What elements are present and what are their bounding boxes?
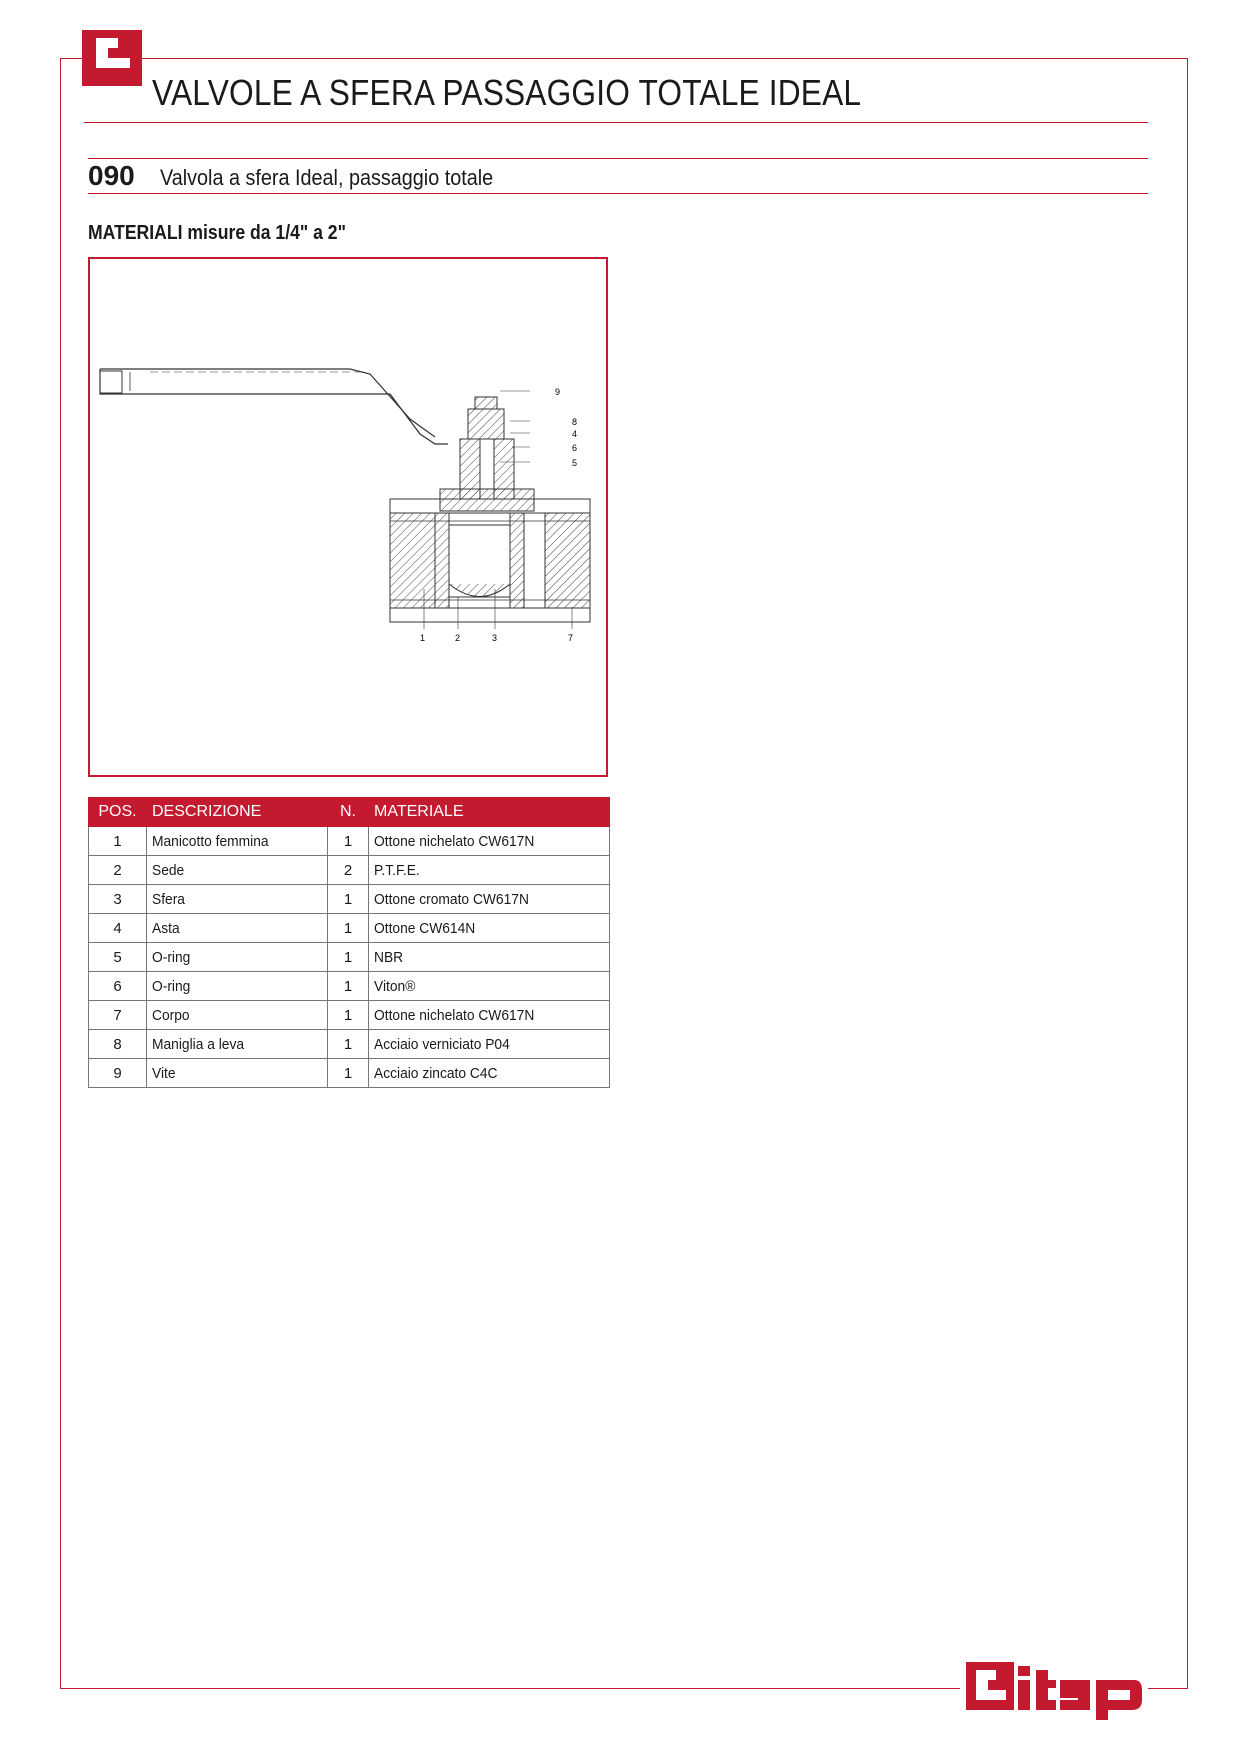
description-text: Vite [152,1064,176,1082]
section-code: 090 [88,160,135,191]
title-divider [84,122,1148,123]
cell-pos: 8 [89,1030,147,1059]
material-text: Acciaio verniciato P04 [374,1035,510,1053]
callout-2: 2 [455,633,461,643]
cell-material [369,914,610,943]
cell-pos: 7 [89,1001,147,1030]
cell-material [369,1030,610,1059]
valve-drawing [88,257,608,777]
callout-5: 5 [572,458,578,468]
cell-qty: 1 [328,972,369,1001]
cell-pos: 3 [89,885,147,914]
cell-qty: 1 [328,1030,369,1059]
cell-description [147,856,328,885]
material-text: Ottone nichelato CW617N [374,1006,535,1024]
cell-qty: 1 [328,1001,369,1030]
table-row [89,943,610,972]
table-row [89,885,610,914]
cell-pos: 9 [89,1059,147,1088]
callout-7: 7 [568,633,574,643]
table-row [89,1001,610,1030]
cell-pos: 2 [89,856,147,885]
table-row [89,856,610,885]
cell-qty: 1 [328,885,369,914]
cell-material [369,856,610,885]
description-text: Maniglia a leva [152,1035,245,1053]
material-text: Ottone CW614N [374,919,476,937]
table-row [89,1030,610,1059]
callout-3: 3 [492,633,498,643]
table-row [89,914,610,943]
cell-qty: 1 [328,914,369,943]
cell-pos: 4 [89,914,147,943]
callout-8: 8 [572,417,578,427]
cell-description [147,827,328,856]
material-text: Ottone nichelato CW617N [374,832,535,850]
material-text: Viton® [374,977,416,995]
cell-material [369,1001,610,1030]
frame-border-left [60,58,61,1688]
cell-qty: 1 [328,1059,369,1088]
description-text: O-ring [152,948,191,966]
material-text: Ottone cromato CW617N [374,890,529,908]
cell-material [369,972,610,1001]
description-text: Sfera [152,890,185,908]
description-text: Sede [152,861,185,879]
cell-description [147,972,328,1001]
cell-pos: 1 [89,827,147,856]
table-header-row [89,798,610,827]
description-text: Corpo [152,1006,190,1024]
page-title: VALVOLE A SFERA PASSAGGIO TOTALE IDEAL [152,72,862,113]
header-qty: N. [328,798,369,827]
cell-description [147,885,328,914]
cell-material [369,943,610,972]
header-material: MATERIALE [369,798,610,827]
frame-border-bottom [60,1688,960,1689]
header-pos: POS. [89,798,147,827]
cell-description [147,1030,328,1059]
materials-table [88,797,610,1088]
valve-cross-section-diagram [90,259,610,779]
frame-border-right [1187,58,1188,1688]
section-divider-bottom [88,193,1148,194]
cell-qty: 1 [328,943,369,972]
material-text: P.T.F.E. [374,861,420,879]
section-divider-top [88,158,1148,159]
callout-4: 4 [572,429,578,439]
callout-1: 1 [420,633,426,643]
cell-material [369,885,610,914]
cell-pos: 5 [89,943,147,972]
material-text: Acciaio zincato C4C [374,1064,498,1082]
table-row [89,1059,610,1088]
cell-description [147,914,328,943]
cell-material [369,827,610,856]
itap-logo-icon [966,1656,1146,1727]
materials-subheading: MATERIALI misure da 1/4" a 2" [88,222,346,244]
callout-9: 9 [555,387,561,397]
table-row [89,827,610,856]
section-description: Valvola a sfera Ideal, passaggio totale [160,165,494,190]
frame-border-bottom-right [1148,1688,1188,1689]
cell-qty: 2 [328,856,369,885]
callout-6: 6 [572,443,578,453]
itap-mark-icon [82,30,142,86]
cell-description [147,1001,328,1030]
description-text: Asta [152,919,180,937]
description-text: Manicotto femmina [152,832,269,850]
cell-qty: 1 [328,827,369,856]
header-description: DESCRIZIONE [147,798,328,827]
cell-description [147,943,328,972]
cell-description [147,1059,328,1088]
frame-border-top [60,58,1188,59]
material-text: NBR [374,948,404,966]
cell-pos: 6 [89,972,147,1001]
cell-material [369,1059,610,1088]
description-text: O-ring [152,977,191,995]
table-row [89,972,610,1001]
